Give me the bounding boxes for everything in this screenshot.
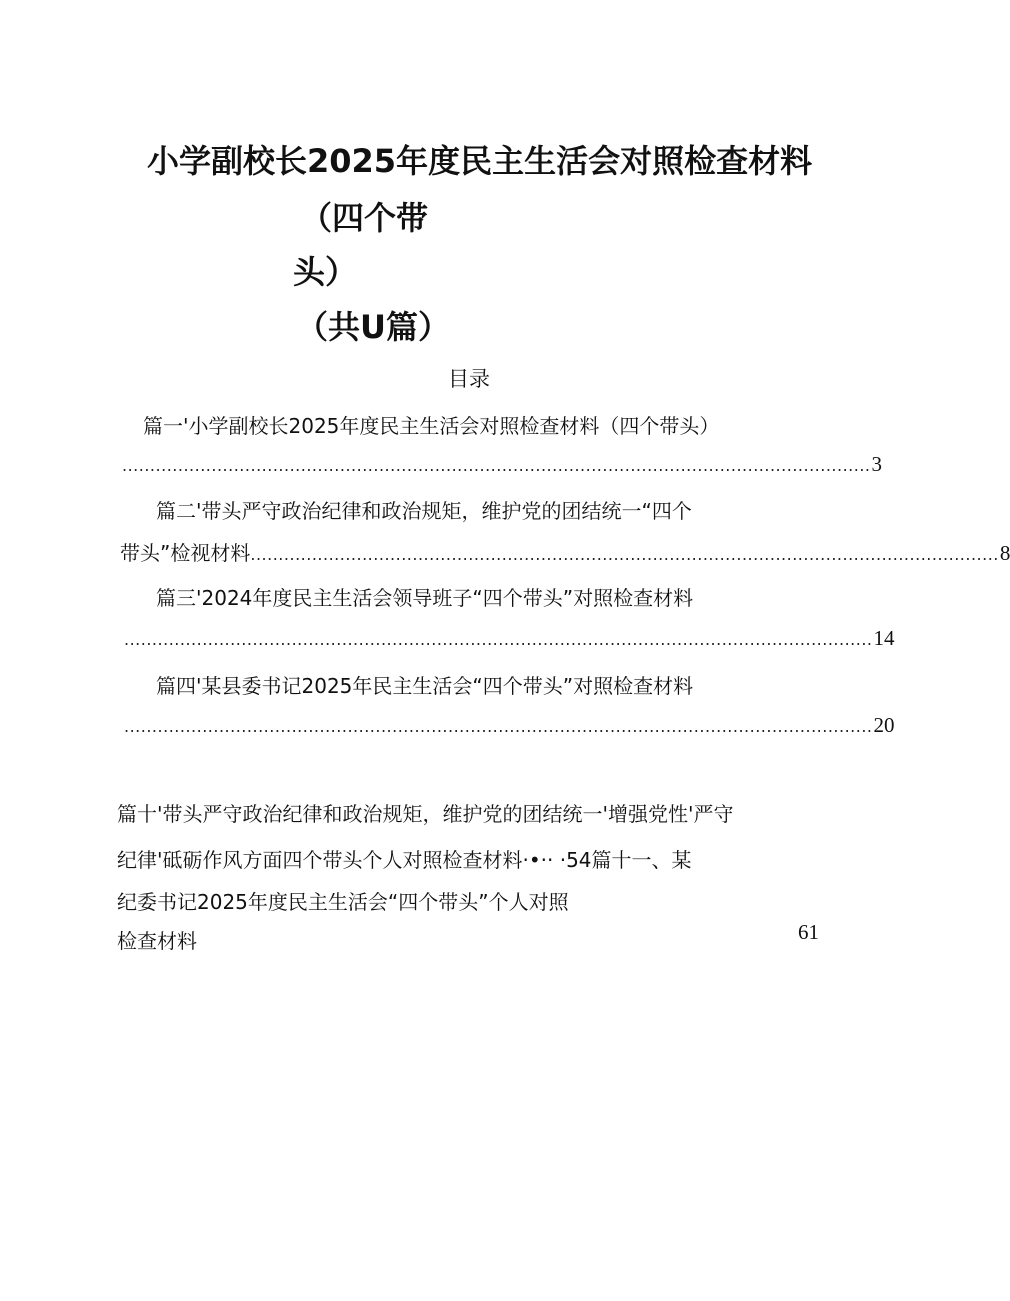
toc-entry-4-page: 20 bbox=[873, 713, 895, 737]
toc-entry-4-title[interactable]: 篇四'某县委书记2025年民主生活会“四个带头”对照检查材料 bbox=[156, 674, 694, 698]
toc-entry-3-title[interactable]: 篇三'2024年度民主生活会领导班子“四个带头”对照检查材料 bbox=[156, 586, 694, 610]
document-title-line-2: （四个带 bbox=[300, 199, 429, 237]
document-title-count: （共U篇） bbox=[296, 308, 450, 346]
document-title-line-3: 头） bbox=[293, 253, 358, 291]
toc-entry-2-title-cont: 带头”检视材料 bbox=[120, 541, 251, 565]
toc-entry-4-leader[interactable] bbox=[124, 713, 895, 738]
body-line-3: 纪委书记2025年度民主生活会“四个带头”个人对照 bbox=[117, 890, 569, 914]
toc-heading: 目录 bbox=[448, 367, 490, 391]
toc-entry-3-page: 14 bbox=[873, 626, 895, 650]
toc-entry-1-page: 3 bbox=[871, 452, 883, 476]
document-title-line-1: 小学副校长2025年度民主生活会对照检查材料 bbox=[147, 142, 813, 180]
toc-entry-1-dots: ...................................................................................................................................... bbox=[122, 456, 871, 475]
toc-entry-2-page: 8 bbox=[999, 541, 1010, 565]
toc-entry-2-leader[interactable] bbox=[120, 537, 1010, 566]
toc-entry-1-title[interactable]: 篇一'小学副校长2025年度民主生活会对照检查材料（四个带头） bbox=[143, 414, 720, 438]
body-line-4: 检查材料 bbox=[117, 929, 197, 953]
toc-entry-2-dots: ...................................................................................................................................... bbox=[250, 545, 999, 564]
toc-entry-3-leader[interactable] bbox=[124, 626, 895, 651]
body-line-1: 篇十'带头严守政治纪律和政治规矩，维护党的团结统一'增强党性'严守 bbox=[117, 802, 734, 826]
toc-entry-3-dots: ...................................................................................................................................... bbox=[124, 630, 873, 649]
toc-entry-1-leader[interactable] bbox=[122, 452, 883, 477]
body-line-4-page: 61 bbox=[798, 920, 819, 944]
body-line-2: 纪律'砥砺作风方面四个带头个人对照检查材料·•·· ·54篇十一、某 bbox=[117, 848, 692, 872]
toc-entry-2-title[interactable]: 篇二'带头严守政治纪律和政治规矩，维护党的团结统一“四个 bbox=[156, 499, 692, 523]
toc-entry-4-dots: ...................................................................................................................................... bbox=[124, 717, 873, 736]
